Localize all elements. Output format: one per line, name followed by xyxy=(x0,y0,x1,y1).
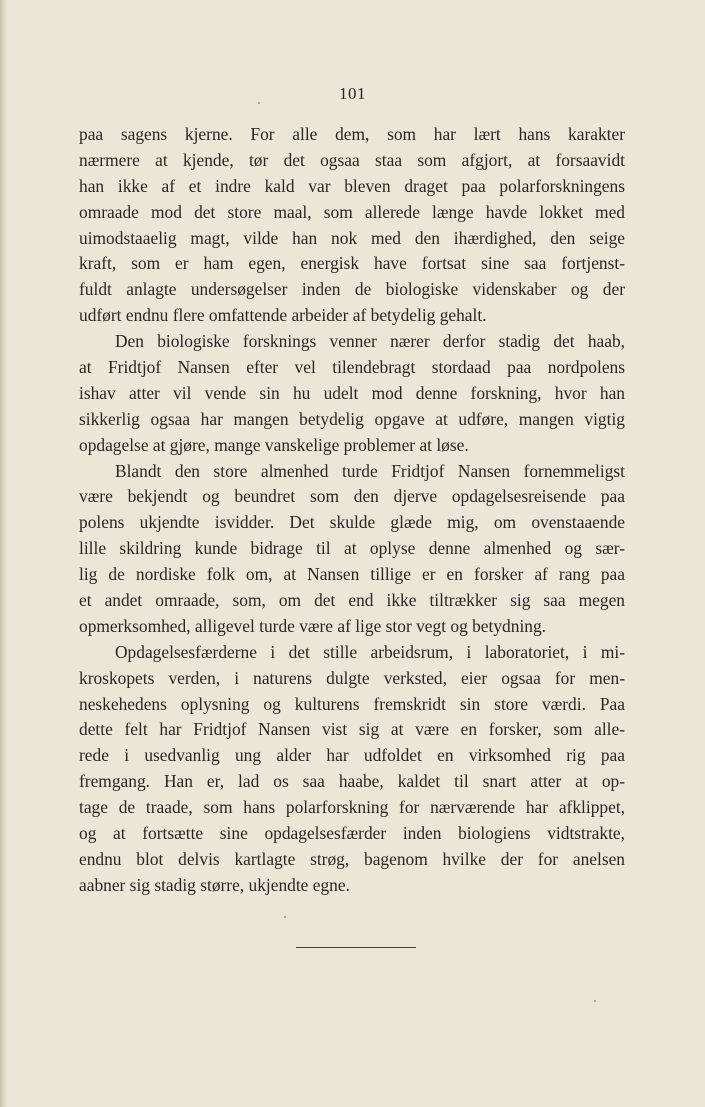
text-line: polens ukjendte isvidder. Det skulde glæde mig, om ovenstaaende xyxy=(79,512,625,533)
page-edge xyxy=(0,0,7,1107)
paragraph-1 xyxy=(79,122,625,329)
text-line: omraade mod det store maal, som allerede længe havde lokket med xyxy=(79,201,625,222)
text-line: kroskopets verden, i naturens dulgte verksted, eier ogsaa for men- xyxy=(79,667,625,688)
text-line: et andet omraade, som, om det end ikke tiltrækker sig saa megen xyxy=(79,590,625,611)
text-line: lig de nordiske folk om, at Nansen tillige er en forsker af rang paa xyxy=(79,564,625,585)
text-line: fremgang. Han er, lad os saa haabe, kaldet til snart atter at op- xyxy=(79,771,625,792)
text-line: nærmere at kjende, tør det ogsaa staa som afgjort, at forsaavidt xyxy=(79,149,625,170)
text-line: Blandt den store almenhed turde Fridtjof Nansen fornemmeligst xyxy=(115,460,625,481)
text-line: aabner sig stadig større, ukjendte egne. xyxy=(79,874,350,895)
text-line: ishav atter vil vende sin hu udelt mod denne forskning, hvor han xyxy=(79,382,625,403)
text-line: opmerksomhed, alligevel turde være af lige stor vegt og betydning. xyxy=(79,615,547,636)
paragraph-3 xyxy=(79,459,625,640)
text-line: Opdagelsesfærderne i det stille arbeidsrum, i laboratoriet, i mi- xyxy=(115,641,625,662)
text-line: fuldt anlagte undersøgelser inden de biologiske videnskaber og der xyxy=(79,279,625,300)
text-line: rede i usedvanlig ung alder har udfoldet en virksomhed rig paa xyxy=(79,745,625,766)
text-line: uimodstaaelig magt, vilde han nok med den ihærdighed, den seige xyxy=(79,227,625,248)
paper-speck xyxy=(284,916,286,918)
text-line: Den biologiske forsknings venner nærer derfor stadig det haab, xyxy=(115,331,625,352)
paper-speck xyxy=(594,1000,596,1002)
text-line: kraft, som er ham egen, energisk have fortsat sine saa fortjenst- xyxy=(79,253,625,274)
text-line: sikkerlig ogsaa har mangen betydelig opgave at udføre, mangen vigtig xyxy=(79,408,625,429)
text-line: at Fridtjof Nansen efter vel tilendebragt stordaad paa nordpolens xyxy=(79,357,625,378)
text-line: lille skildring kunde bidrage til at oplyse denne almenhed og sær- xyxy=(79,538,625,559)
page-number: 101 xyxy=(339,84,366,103)
body-text xyxy=(79,122,625,899)
paragraph-2 xyxy=(79,329,625,458)
text-line: neskehedens oplysning og kulturens fremskridt sin store værdi. Paa xyxy=(79,693,625,714)
text-line: opdagelse at gjøre, mange vanskelige problemer at løse. xyxy=(79,434,469,455)
text-line: udført endnu flere omfattende arbeider af betydelig gehalt. xyxy=(79,305,487,326)
paper-speck xyxy=(258,102,260,104)
text-line: endnu blot delvis kartlagte strøg, bagenom hvilke der for anelsen xyxy=(79,848,625,869)
text-line: tage de traade, som hans polarforskning for nærværende har afklippet, xyxy=(79,797,625,818)
paragraph-4 xyxy=(79,640,625,899)
text-line: han ikke af et indre kald var bleven draget paa polarforskningens xyxy=(79,175,625,196)
closing-rule xyxy=(296,947,416,948)
text-line: paa sagens kjerne. For alle dem, som har lært hans karakter xyxy=(79,124,625,144)
text-line: være bekjendt og beundret som den djerve opdagelsesreisende paa xyxy=(79,486,625,507)
text-line: dette felt har Fridtjof Nansen vist sig at være en forsker, som alle- xyxy=(79,719,625,740)
text-line: og at fortsætte sine opdagelsesfærder inden biologiens vidtstrakte, xyxy=(79,823,625,844)
